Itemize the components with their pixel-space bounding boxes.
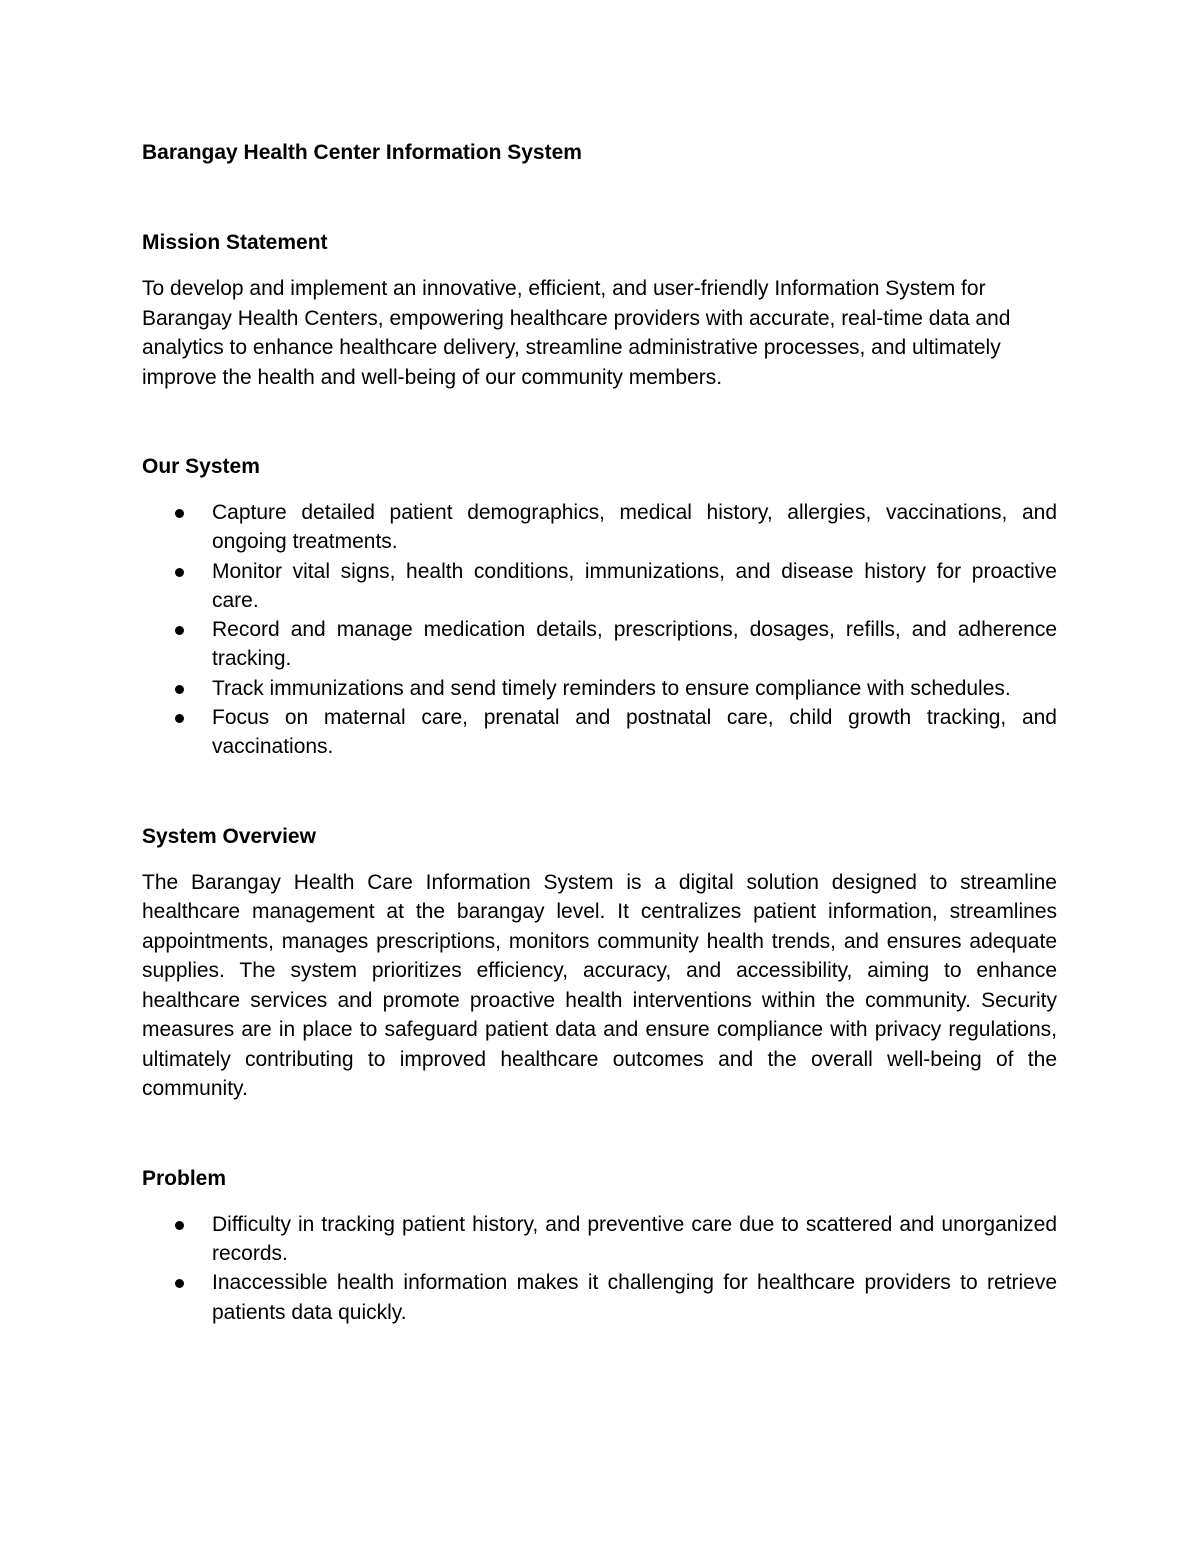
bullet-icon: [175, 626, 184, 635]
bullet-icon: [175, 568, 184, 577]
bullet-icon: [175, 714, 184, 723]
bullet-icon: [175, 1221, 184, 1230]
list-item: [142, 674, 1057, 703]
our-system-list: [142, 498, 1057, 762]
list-item: [142, 1268, 1057, 1327]
list-item: [142, 1210, 1057, 1269]
overview-section: [142, 822, 1057, 1104]
problem-list: [142, 1210, 1057, 1327]
list-item: [142, 615, 1057, 674]
problem-heading: Problem: [142, 1166, 227, 1190]
overview-heading: System Overview: [142, 824, 316, 848]
overview-text: The Barangay Health Care Information System is a digital solution designed to streamline healthcare management at the barangay level. It centralizes patient information, streamlines appointments, manages prescriptions, monitors community health trends, and ensures adequate supplies. The system prioritizes efficiency, accuracy, and accessibility, aiming to enhance healthcare services and promote proactive health interventions within the community. Security measures are in place to safeguard patient data and ensure compliance with privacy regulations, ultimately contributing to improved healthcare outcomes and the overall well-being of the community.: [142, 870, 1057, 1101]
list-item: [142, 498, 1057, 557]
bullet-icon: [175, 509, 184, 518]
list-item-text: Focus on maternal care, prenatal and postnatal care, child growth tracking, and vaccinations.: [212, 706, 1057, 759]
our-system-section: [142, 452, 1057, 762]
list-item-text: Inaccessible health information makes it challenging for healthcare providers to retrieve patients data quickly.: [212, 1271, 1057, 1324]
mission-text: To develop and implement an innovative, efficient, and user-friendly Information System for Barangay Health Centers, empowering healthcare providers with accurate, real-time data and analytics to enhance healthcare delivery, streamline administrative processes, and ultimately improve the health and well-being of our community members.: [142, 277, 1011, 389]
mission-heading: Mission Statement: [142, 231, 328, 254]
our-system-heading: Our System: [142, 455, 260, 478]
list-item-text: Record and manage medication details, prescriptions, dosages, refills, and adherence tracking.: [212, 618, 1057, 671]
list-item-text: Monitor vital signs, health conditions, immunizations, and disease history for proactive care.: [212, 559, 1057, 612]
list-item: [142, 703, 1057, 762]
list-item-text: Difficulty in tracking patient history, and preventive care due to scattered and unorganized records.: [212, 1212, 1057, 1265]
list-item-text: Capture detailed patient demographics, medical history, allergies, vaccinations, and ongoing treatments.: [212, 501, 1057, 554]
document-page: [142, 138, 1057, 1327]
bullet-icon: [175, 685, 184, 694]
problem-section: [142, 1164, 1057, 1327]
list-item: [142, 557, 1057, 616]
bullet-icon: [175, 1279, 184, 1288]
list-item-text: Track immunizations and send timely reminders to ensure compliance with schedules.: [212, 676, 1011, 700]
document-title: Barangay Health Center Information System: [142, 141, 582, 164]
mission-section: [142, 228, 1057, 392]
